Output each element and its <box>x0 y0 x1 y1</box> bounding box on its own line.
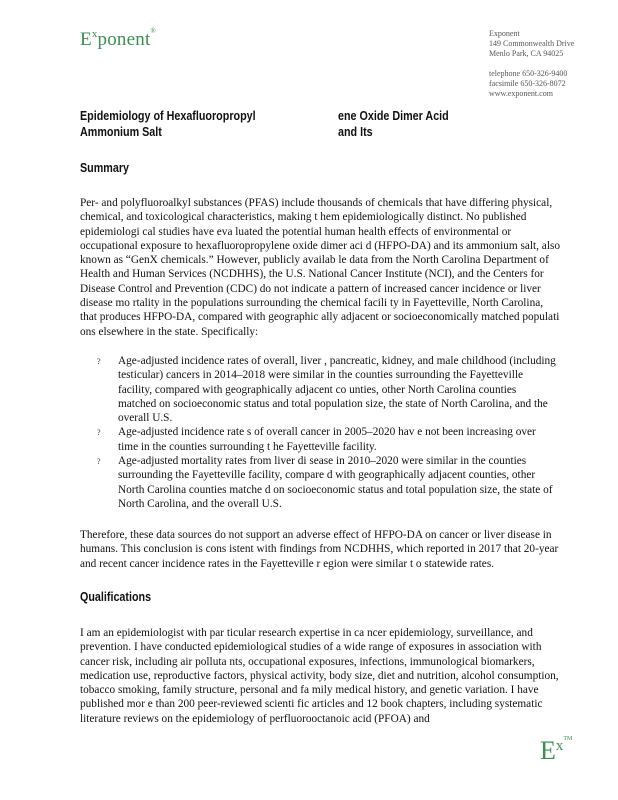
document-title <box>80 108 458 140</box>
summary-conclusion: Therefore, these data sources do not support an adverse effect of HFPO-DA on cancer or liver disease in humans. This conclusion is cons istent with findings from NCDHHS, which reported in 2017 that 20-year and recent cancer incidence rates in the Fayetteville r egion were similar t o statewide rates. <box>80 529 559 570</box>
address-telephone: telephone 650-326-9400 <box>489 69 568 78</box>
bullet-glyph: ? <box>97 357 101 366</box>
title-line1-part2: ene Oxide Dimer Acid and Its <box>338 109 449 139</box>
address-website: www.exponent.com <box>489 89 553 98</box>
company-address <box>489 29 574 99</box>
exponent-logo: $E^xponent®$ <box>80 27 156 50</box>
qualifications-heading: Qualifications <box>80 590 152 604</box>
address-street: 149 Commonwealth Drive <box>489 39 575 48</box>
list-item: ? Age-adjusted incidence rate s of overall cancer in 2005–2020 hav e not been increasing over time in the counties surrounding t he Fayetteville facility. <box>97 426 536 453</box>
qualifications-text: I am an epidemiologist with par ticular research expertise in ca ncer epidemiology, surveillance, and prevention. I have conducted epidemiological studies of a wide range of exposures in association with cancer risk, including air polluta nts, occupational exposures, infections, immunological biomarkers, medication use, reproductive factors, physical activity, body size, diet and nutrition, alcohol consumption, tobacco smoking, family structure, personal and fa mily medical history, and genetic variation. I have published mor e than 200 peer-reviewed scienti fic articles and 12 book chapters, including systematic literature reviews on the epidemiology of perfluorooctanoic acid (PFOA) and <box>80 627 559 725</box>
bullet-glyph: ? <box>97 457 101 467</box>
exponent-footer-mark: $E^{xTM}$ <box>540 736 573 765</box>
address-facsimile: facsimile 650-326-8072 <box>489 79 566 88</box>
address-city: Menlo Park, CA 94025 <box>489 49 564 58</box>
title-line1-part1: Epidemiology of Hexafluoropropyl <box>80 109 256 123</box>
summary-bullet-list <box>97 354 557 511</box>
list-item: ? Age-adjusted mortality rates from liver di sease in 2010–2020 were similar in the counties surrounding the Fayetteville facility, compare d with geographically adjacent counties, other North Carolina counties matche d on socioeconomic status and total population size, the state of North Carolina, and the overall U.S. <box>97 455 553 510</box>
bullet-glyph: ? <box>97 428 101 438</box>
summary-intro: Per- and polyfluoroalkyl substances (PFAS) include thousands of chemicals that have differing physical, chemical, and toxicological characteristics, making t hem epidemiologically distinct. No published epidemiologi cal studies have eva luated the potential human health effects of environmental or occupational exposure to hexafluoropropylene oxide dimer aci d (HFPO-DA) and its ammonium salt, also known as “GenX chemicals.” However, publicly availab le data from the North Carolina Department of Health and Human Services (NCDHHS), the U.S. National Cancer Institute (NCI), and the Centers for Disease Control and Prevention (CDC) do not indicate a pattern of increased cancer incidence or liver disease mo rtality in the populations surrounding the chemical facili ty in Fayetteville, North Carolina, that produces HFPO-DA, compared with geographic ally adjacent or socioeconomically matched populati ons elsewhere in the state. Specifically: <box>80 197 561 338</box>
list-item: ? Age-adjusted incidence rates of overall, liver , pancreatic, kidney, and male childhood (including testicular) cancers in 2014–2018 were similar in the counties surrounding the Fayetteville facility, compared with geographically adjacent co unties, other North Carolina counties matched on socioeconomic status and total population size, the state of North Carolina, and the overall U.S. <box>97 355 556 425</box>
address-company: Exponent <box>489 29 520 38</box>
title-line2: Ammonium Salt <box>80 125 162 139</box>
summary-heading: Summary <box>80 161 130 175</box>
